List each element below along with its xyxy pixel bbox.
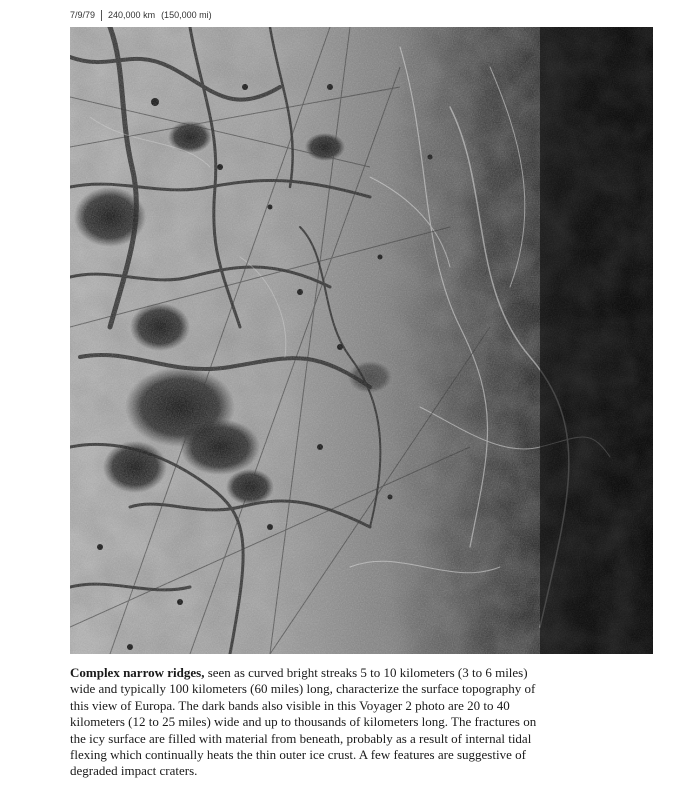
photo-distance-km: 240,000 km (108, 10, 156, 20)
caption-lead: Complex narrow ridges, (70, 665, 205, 680)
europa-surface-image (70, 27, 653, 654)
europa-surface-photo (70, 27, 653, 654)
photo-distance-mi: (150,000 mi) (161, 10, 212, 20)
photo-caption (70, 665, 540, 780)
metadata-divider (101, 10, 102, 21)
photo-metadata (70, 8, 212, 22)
caption-body: seen as curved bright streaks 5 to 10 kilometers (3 to 6 miles) wide and typically 100 kilometers (60 miles) long, characterize the surface topography of this view of Europa. The dark bands also visible in this Voyager 2 photo are 20 to 40 kilometers (12 to 25 miles) wide and up to thousands of kilometers long. The fractures on the icy surface are filled with material from beneath, probably as a result of internal tidal flexing which continually heats the thin outer ice crust. A few features are suggestive of degraded impact craters. (70, 665, 537, 779)
photo-date: 7/9/79 (70, 10, 96, 20)
